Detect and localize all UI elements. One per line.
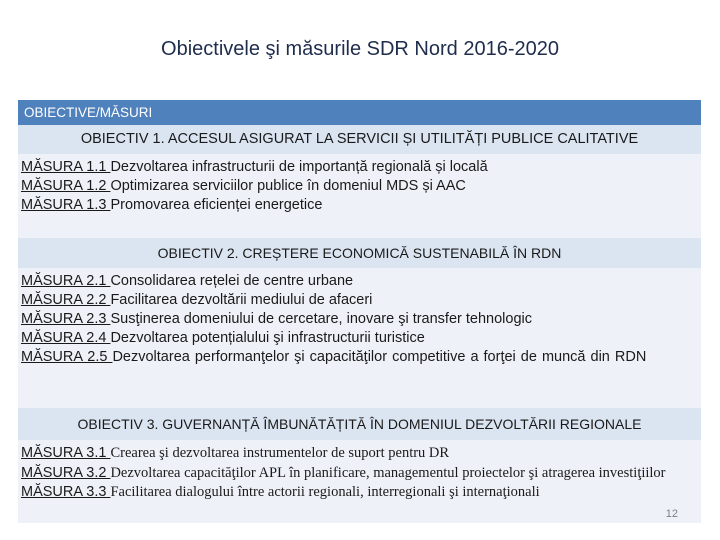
measure-label: MĂSURA 2.1 [21, 273, 111, 289]
objective-1-measures [18, 154, 701, 238]
objective-1-title: OBIECTIV 1. ACCESUL ASIGURAT LA SERVICII ȘI UTILITĂȚI PUBLICE CALITATIVE [18, 125, 701, 154]
measure-2-5 [21, 348, 697, 367]
table-header: OBIECTIVE/MĂSURI [18, 100, 701, 125]
measure-label: MĂSURA 1.2 [21, 178, 111, 194]
measure-label: MĂSURA 2.4 [21, 330, 111, 346]
measure-label: MĂSURA 1.1 [21, 159, 111, 175]
measure-label: MĂSURA 1.3 [21, 197, 111, 213]
measure-text: Dezvoltarea infrastructurii de importanță regională și locală [110, 159, 488, 175]
objective-2-title: OBIECTIV 2. CREȘTERE ECONOMICĂ SUSTENABILĂ ÎN RDN [18, 238, 701, 268]
measure-label: MĂSURA 2.2 [21, 292, 111, 308]
measure-1-2 [21, 177, 697, 196]
objective-3-title: OBIECTIV 3. GUVERNANȚĂ ÎMBUNĂTĂȚITĂ ÎN DOMENIUL DEZVOLTĂRII REGIONALE [18, 408, 701, 440]
measure-text: Dezvoltarea capacităţilor APL în planificare, managementul proiectelor şi atragerea investiţiilor [110, 464, 666, 481]
measure-1-1 [21, 158, 697, 177]
slide-title: Obiectivele şi măsurile SDR Nord 2016-2020 [161, 38, 559, 60]
measure-2-1 [21, 272, 697, 291]
measure-text: Dezvoltarea performanţelor şi capacităţilor competitive a forţei de muncă din RDN [112, 349, 647, 365]
measure-2-4 [21, 329, 697, 348]
measure-text: Susţinerea domeniului de cercetare, inovare şi transfer tehnologic [110, 311, 532, 327]
objective-2-measures [18, 268, 701, 408]
measure-3-1 [21, 444, 697, 464]
measure-label: MĂSURA 3.2 [21, 464, 111, 481]
measure-label: MĂSURA 2.5 [21, 349, 113, 365]
measure-1-3 [21, 196, 697, 215]
measure-label: MĂSURA 3.1 [21, 445, 111, 461]
objectives-table [18, 100, 701, 523]
measure-text: Dezvoltarea potențialului şi infrastructurii turistice [110, 330, 425, 346]
measure-label: MĂSURA 2.3 [21, 311, 111, 327]
measure-text: Facilitarea dialogului între actorii regionali, interregionali şi internaţionali [110, 484, 540, 500]
measure-text: Optimizarea serviciilor publice în domeniul MDS și AAC [110, 178, 466, 194]
measure-text: Promovarea eficienței energetice [110, 197, 323, 213]
measure-label: MĂSURA 3.3 [21, 484, 111, 500]
objective-3-measures [18, 440, 701, 523]
measure-2-3 [21, 310, 697, 329]
measure-3-2 [21, 464, 697, 484]
measure-text: Consolidarea rețelei de centre urbane [110, 273, 354, 289]
page-number: 12 [665, 508, 678, 520]
measure-text: Facilitarea dezvoltării mediului de afaceri [110, 292, 373, 308]
measure-2-2 [21, 291, 697, 310]
measure-3-3 [21, 483, 697, 503]
measure-text: Crearea şi dezvoltarea instrumentelor de suport pentru DR [110, 445, 450, 461]
